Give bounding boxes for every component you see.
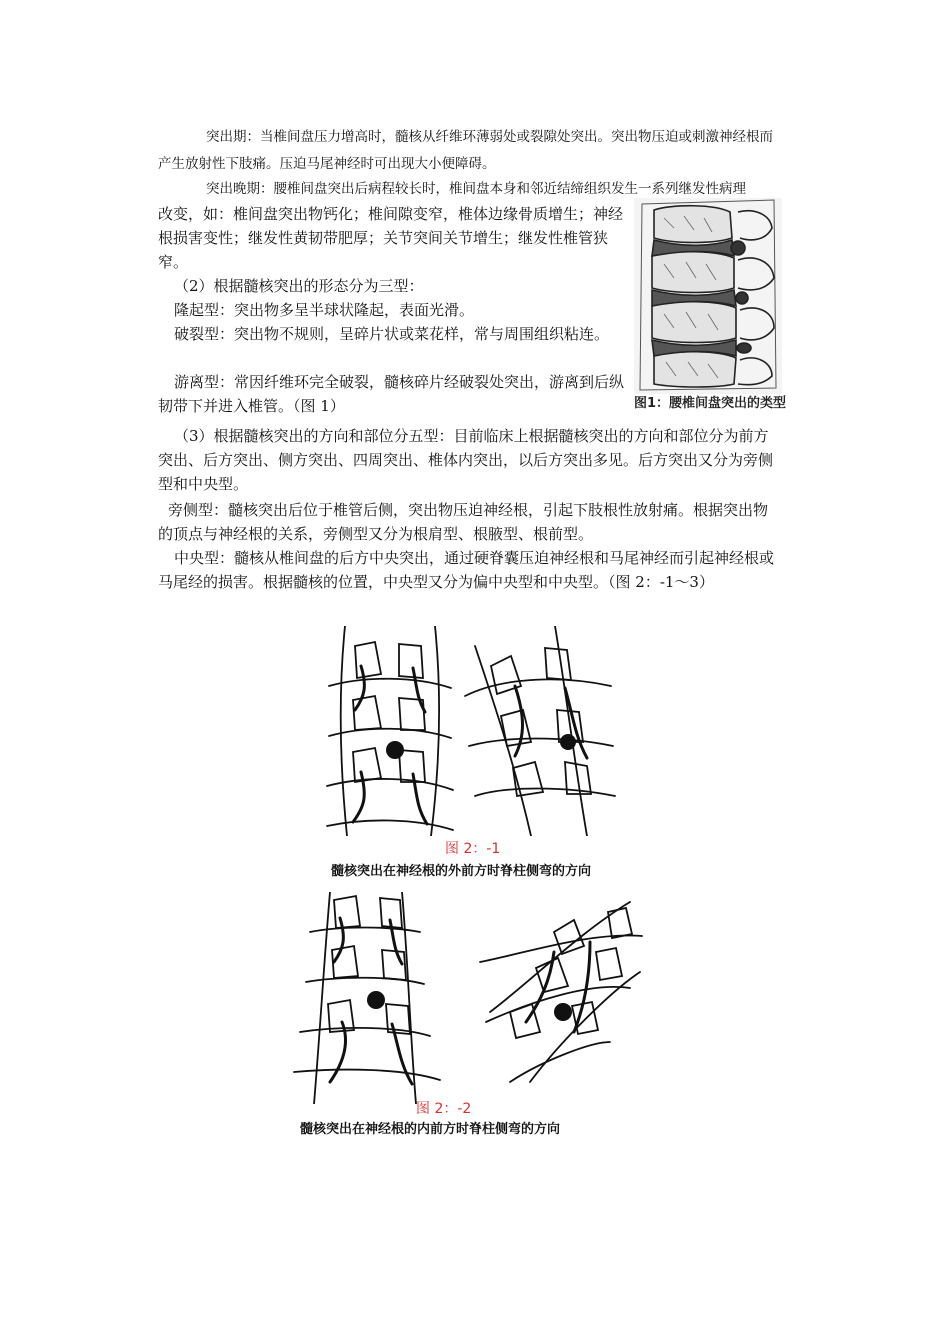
figure-2-1-illustration [325, 626, 617, 836]
paragraph-late-stage-intro: 突出晚期：腰椎间盘突出后病程较长时，椎间盘本身和邻近结缔组织发生一系列继发性病理 [206, 181, 746, 197]
paragraph-lateral-type: 旁侧型：髓核突出后位于椎管后侧，突出物压迫神经根，引起下肢根性放射痛。根据突出物的顶点与神经根的关系，旁侧型又分为根肩型、根腋型、根前型。 [158, 501, 769, 543]
figure-1-lumbar-disc-types [634, 198, 787, 412]
paragraph-rupture-type: 破裂型：突出物不规则，呈碎片状或菜花样，常与周围组织粘连。 [174, 325, 610, 343]
lumbar-spine-illustration [634, 198, 782, 394]
figure-2-1-caption: 髓核突出在神经根的外前方时脊柱侧弯的方向 [331, 864, 592, 879]
figure-1-caption: 图1：腰椎间盘突出的类型 [634, 396, 787, 411]
paragraph-morphology-heading: （2）根据髓核突出的形态分为三型： [174, 277, 424, 295]
figure-2-2-scoliosis-direction-inner [290, 892, 646, 1140]
figure-2-2-caption: 髓核突出在神经根的内前方时脊柱侧弯的方向 [300, 1122, 561, 1137]
paragraph-free-type: 游离型：常因纤维环完全破裂，髓核碎片经破裂处突出，游离到后纵韧带下并进入椎管。（图 1） [158, 373, 625, 415]
paragraph-protrusion-stage: 突出期：当椎间盘压力增高时，髓核从纤维环薄弱处或裂隙处突出。突出物压迫或刺激神经根而产生放射性下肢痛。压迫马尾神经时可出现大小便障碍。 [158, 129, 773, 172]
paragraph-bulge-type: 隆起型：突出物多呈半球状隆起，表面光滑。 [174, 301, 475, 319]
figure-2-1-label: 图 2：-1 [445, 841, 501, 857]
paragraph-direction-types: （3）根据髓核突出的方向和部位分五型：目前临床上根据髓核突出的方向和部位分为前方突出、后方突出、侧方突出、四周突出、椎体内突出，以后方突出多见。后方突出又分为旁侧型和中央型。 [158, 427, 774, 493]
paragraph-central-type: 中央型：髓核从椎间盘的后方中央突出，通过硬脊囊压迫神经根和马尾神经而引起神经根或马尾经的损害。根据髓核的位置，中央型又分为偏中央型和中央型。（图 2：-1～3） [158, 549, 775, 591]
paragraph-late-stage-changes: 改变，如：椎间盘突出物钙化；椎间隙变窄，椎体边缘骨质增生；神经根损害变性；继发性黄韧带肥厚；关节突间关节增生；继发性椎管狭窄。 [158, 205, 624, 271]
figure-2-2-illustration [290, 892, 646, 1104]
figure-2-1-scoliosis-direction-outer [325, 626, 617, 880]
figure-2-2-label: 图 2：-2 [416, 1101, 472, 1117]
